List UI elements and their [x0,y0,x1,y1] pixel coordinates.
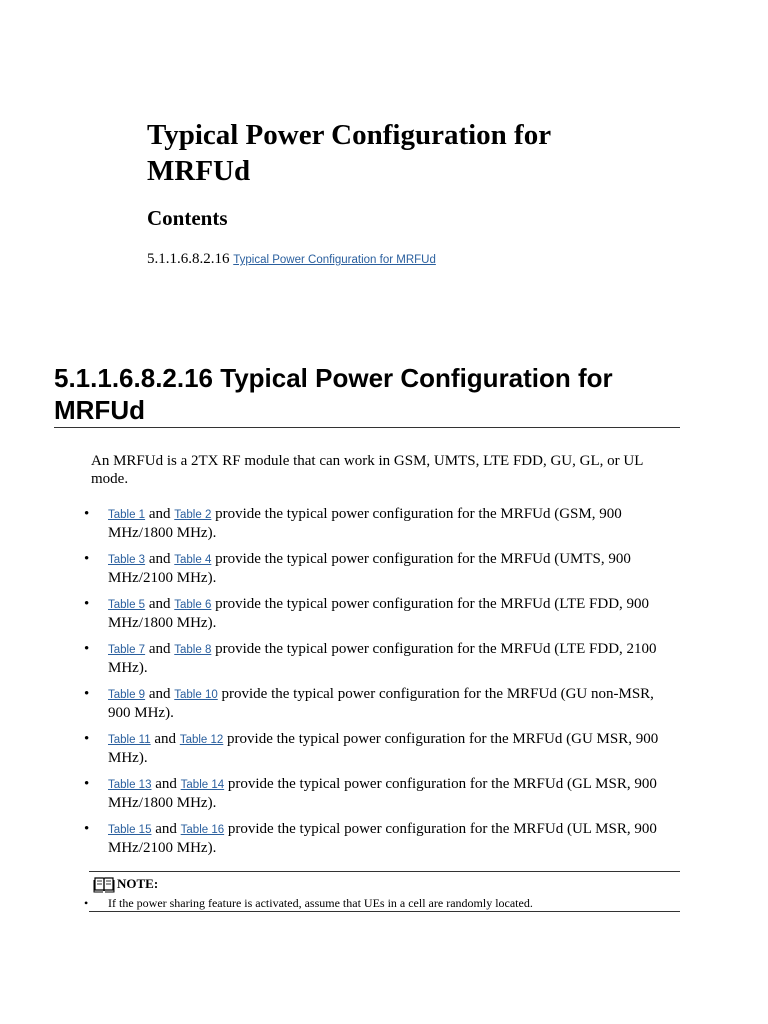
table-link[interactable]: Table 9 [108,689,146,701]
item-text: provide the typical power configuration for the MRFUd (GU MSR, 900 MHz). [108,731,659,766]
book-icon [93,875,115,893]
table-link[interactable]: Table 15 [108,824,152,836]
note-text: If the power sharing feature is activated, assume that UEs in a cell are randomly located. [108,896,533,910]
list-item [84,685,664,722]
toc-entry [147,249,436,270]
item-text: provide the typical power configuration for the MRFUd (LTE FDD, 2100 MHz). [108,641,657,676]
toc-entry-link[interactable]: Typical Power Configuration for MRFUd [233,254,436,266]
list-item [84,640,664,677]
contents-heading: Contents [147,206,228,230]
note-header [93,874,158,894]
table-link[interactable]: Table 7 [108,644,146,656]
item-text: provide the typical power configuration for the MRFUd (UL MSR, 900 MHz/2100 MHz). [108,821,657,856]
table-link[interactable]: Table 10 [174,689,218,701]
table-link[interactable]: Table 14 [180,779,225,791]
table-link[interactable]: Table 11 [108,734,151,746]
list-item [84,595,664,632]
table-link[interactable]: Table 1 [108,509,146,521]
item-text: provide the typical power configuration for the MRFUd (GL MSR, 900 MHz/1800 MHz). [108,776,657,811]
connector-text: and [148,506,171,522]
item-text: provide the typical power configuration for the MRFUd (GU non-MSR, 900 MHz). [108,686,654,721]
table-link[interactable]: Table 16 [180,824,225,836]
bullet-icon: • [84,506,90,522]
item-text: provide the typical power configuration for the MRFUd (GSM, 900 MHz/1800 MHz). [108,506,622,541]
list-item [84,820,664,857]
bullet-icon: • [84,731,90,747]
bullet-icon: • [84,686,90,702]
bullet-icon: • [84,596,90,612]
connector-text: and [148,641,171,657]
bullet-icon: • [84,641,90,657]
toc-entry-number: 5.1.1.6.8.2.16 [147,251,230,267]
note-bottom-divider [89,911,680,912]
connector-text: and [155,821,177,837]
bullet-icon: • [84,896,89,910]
connector-text: and [155,776,177,792]
connector-text: and [154,731,177,747]
table-link[interactable]: Table 12 [179,734,224,746]
bullet-icon: • [84,551,90,567]
table-link[interactable]: Table 3 [108,554,146,566]
table-link[interactable]: Table 13 [108,779,152,791]
list-item [84,775,664,812]
intro-paragraph: An MRFUd is a 2TX RF module that can work in GSM, UMTS, LTE FDD, GU, GL, or UL mode. [91,453,643,487]
table-link[interactable]: Table 2 [174,509,212,521]
table-link[interactable]: Table 6 [174,599,212,611]
table-link[interactable]: Table 5 [108,599,146,611]
table-link[interactable]: Table 8 [174,644,212,656]
section-heading: 5.1.1.6.8.2.16 Typical Power Configuration for MRFUd [54,363,613,425]
connector-text: and [148,596,171,612]
note-top-divider [89,871,680,872]
list-item [84,550,664,587]
note-label: NOTE: [117,876,159,891]
item-text: provide the typical power configuration for the MRFUd (LTE FDD, 900 MHz/1800 MHz). [108,596,650,631]
connector-text: and [148,686,171,702]
item-text: provide the typical power configuration for the MRFUd (UMTS, 900 MHz/2100 MHz). [108,551,631,586]
connector-text: and [148,551,171,567]
bullet-icon: • [84,821,90,837]
bullet-icon: • [84,776,90,792]
section-divider [54,427,680,428]
note-list-item [84,896,674,911]
table-link[interactable]: Table 4 [174,554,212,566]
list-item [84,730,664,767]
document-title: Typical Power Configuration for MRFUd [147,119,551,187]
list-item [84,505,664,542]
